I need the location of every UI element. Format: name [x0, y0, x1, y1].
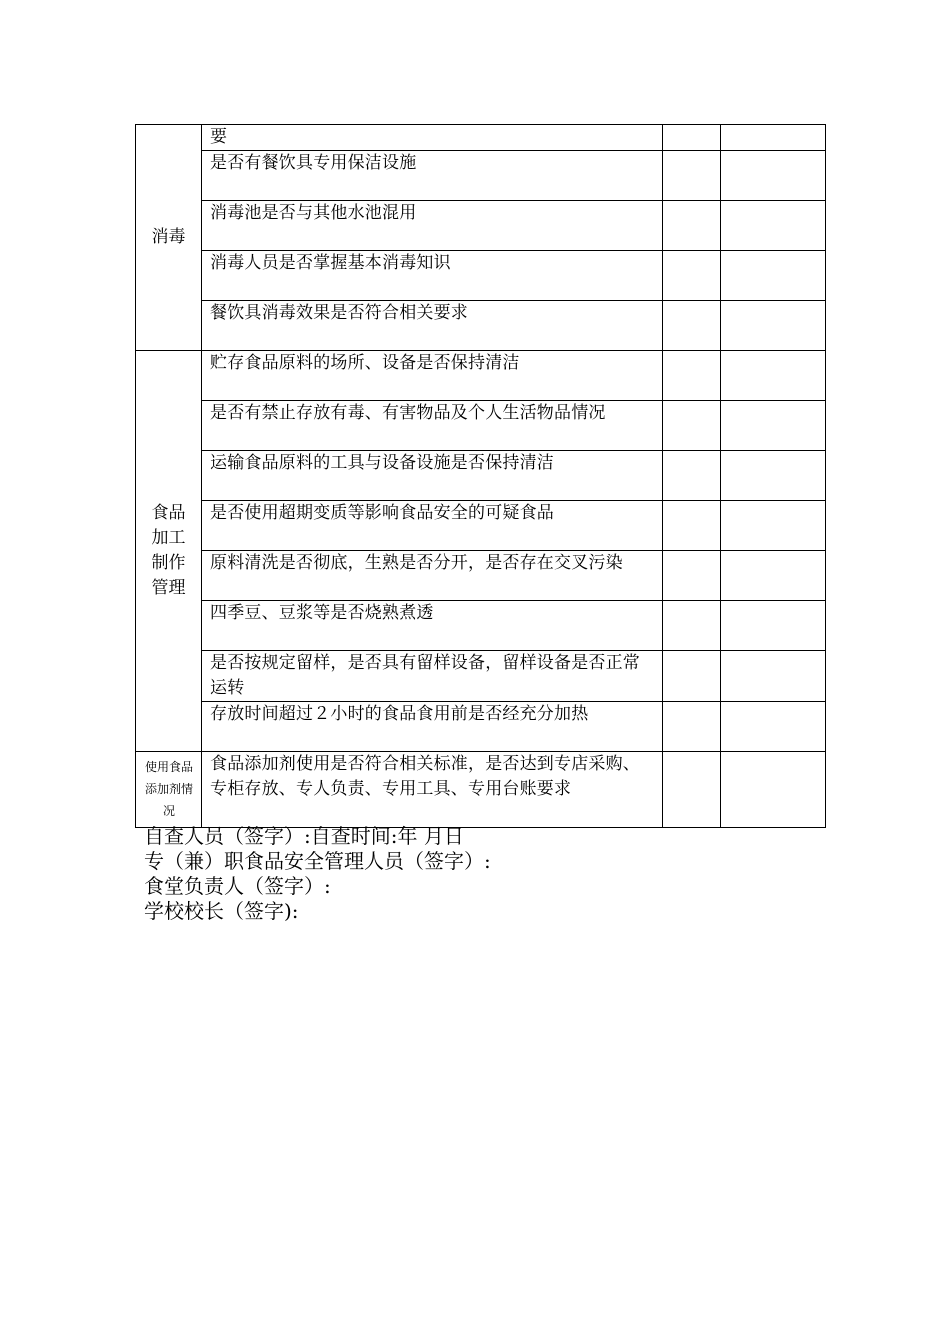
check-cell[interactable] [663, 251, 721, 301]
check-cell[interactable] [663, 301, 721, 351]
item-cell: 要 [202, 125, 663, 151]
item-cell: 是否按规定留样，是否具有留样设备，留样设备是否正常运转 [202, 651, 663, 702]
table-row [136, 651, 826, 702]
item-cell: 贮存食品原料的场所、设备是否保持清洁 [202, 351, 663, 401]
item-cell: 食品添加剂使用是否符合相关标准，是否达到专店采购、专柜存放、专人负责、专用工具、专用台账要求 [202, 752, 663, 828]
category-cell-disinfection: 消毒 [136, 125, 202, 351]
check-cell[interactable] [663, 551, 721, 601]
table-row [136, 702, 826, 752]
principal-signature-line: 学校校长（签字): [144, 899, 299, 923]
check-cell[interactable] [663, 702, 721, 752]
inspection-table [135, 124, 826, 828]
table-row [136, 752, 826, 828]
remark-cell[interactable] [721, 451, 826, 501]
remark-cell[interactable] [721, 702, 826, 752]
item-cell: 原料清洗是否彻底，生熟是否分开，是否存在交叉污染 [202, 551, 663, 601]
remark-cell[interactable] [721, 401, 826, 451]
remark-cell[interactable] [721, 551, 826, 601]
check-cell[interactable] [663, 752, 721, 828]
table-row [136, 251, 826, 301]
item-cell: 消毒池是否与其他水池混用 [202, 201, 663, 251]
remark-cell[interactable] [721, 601, 826, 651]
table-row [136, 451, 826, 501]
check-cell[interactable] [663, 601, 721, 651]
canteen-head-signature-line: 食堂负责人（签字）: [144, 874, 331, 898]
table-row [136, 501, 826, 551]
check-cell[interactable] [663, 501, 721, 551]
check-cell[interactable] [663, 651, 721, 702]
item-cell: 存放时间超过２小时的食品食用前是否经充分加热 [202, 702, 663, 752]
check-cell[interactable] [663, 151, 721, 201]
table-row [136, 551, 826, 601]
category-cell-food-processing: 食品加工制作管理 [136, 351, 202, 752]
table-row [136, 351, 826, 401]
signature-footer [144, 824, 491, 924]
item-cell: 四季豆、豆浆等是否烧熟煮透 [202, 601, 663, 651]
remark-cell[interactable] [721, 125, 826, 151]
remark-cell[interactable] [721, 151, 826, 201]
item-cell: 是否有餐饮具专用保洁设施 [202, 151, 663, 201]
table-row [136, 601, 826, 651]
table-row [136, 151, 826, 201]
remark-cell[interactable] [721, 201, 826, 251]
check-cell[interactable] [663, 451, 721, 501]
item-cell: 运输食品原料的工具与设备设施是否保持清洁 [202, 451, 663, 501]
remark-cell[interactable] [721, 651, 826, 702]
category-cell-food-additives: 使用食品添加剂情况 [136, 752, 202, 828]
check-cell[interactable] [663, 201, 721, 251]
item-cell: 是否有禁止存放有毒、有害物品及个人生活物品情况 [202, 401, 663, 451]
remark-cell[interactable] [721, 251, 826, 301]
check-cell[interactable] [663, 125, 721, 151]
safety-manager-signature-line: 专（兼）职食品安全管理人员（签字）: [144, 849, 491, 873]
remark-cell[interactable] [721, 351, 826, 401]
inspector-signature-line: 自查人员（签字）:自查时间:年 月日 [144, 824, 464, 848]
table-row [136, 301, 826, 351]
inspection-table-container [135, 124, 825, 828]
table-row [136, 201, 826, 251]
table-row [136, 401, 826, 451]
check-cell[interactable] [663, 351, 721, 401]
remark-cell[interactable] [721, 501, 826, 551]
remark-cell[interactable] [721, 752, 826, 828]
check-cell[interactable] [663, 401, 721, 451]
remark-cell[interactable] [721, 301, 826, 351]
item-cell: 消毒人员是否掌握基本消毒知识 [202, 251, 663, 301]
item-cell: 是否使用超期变质等影响食品安全的可疑食品 [202, 501, 663, 551]
item-cell: 餐饮具消毒效果是否符合相关要求 [202, 301, 663, 351]
table-row [136, 125, 826, 151]
